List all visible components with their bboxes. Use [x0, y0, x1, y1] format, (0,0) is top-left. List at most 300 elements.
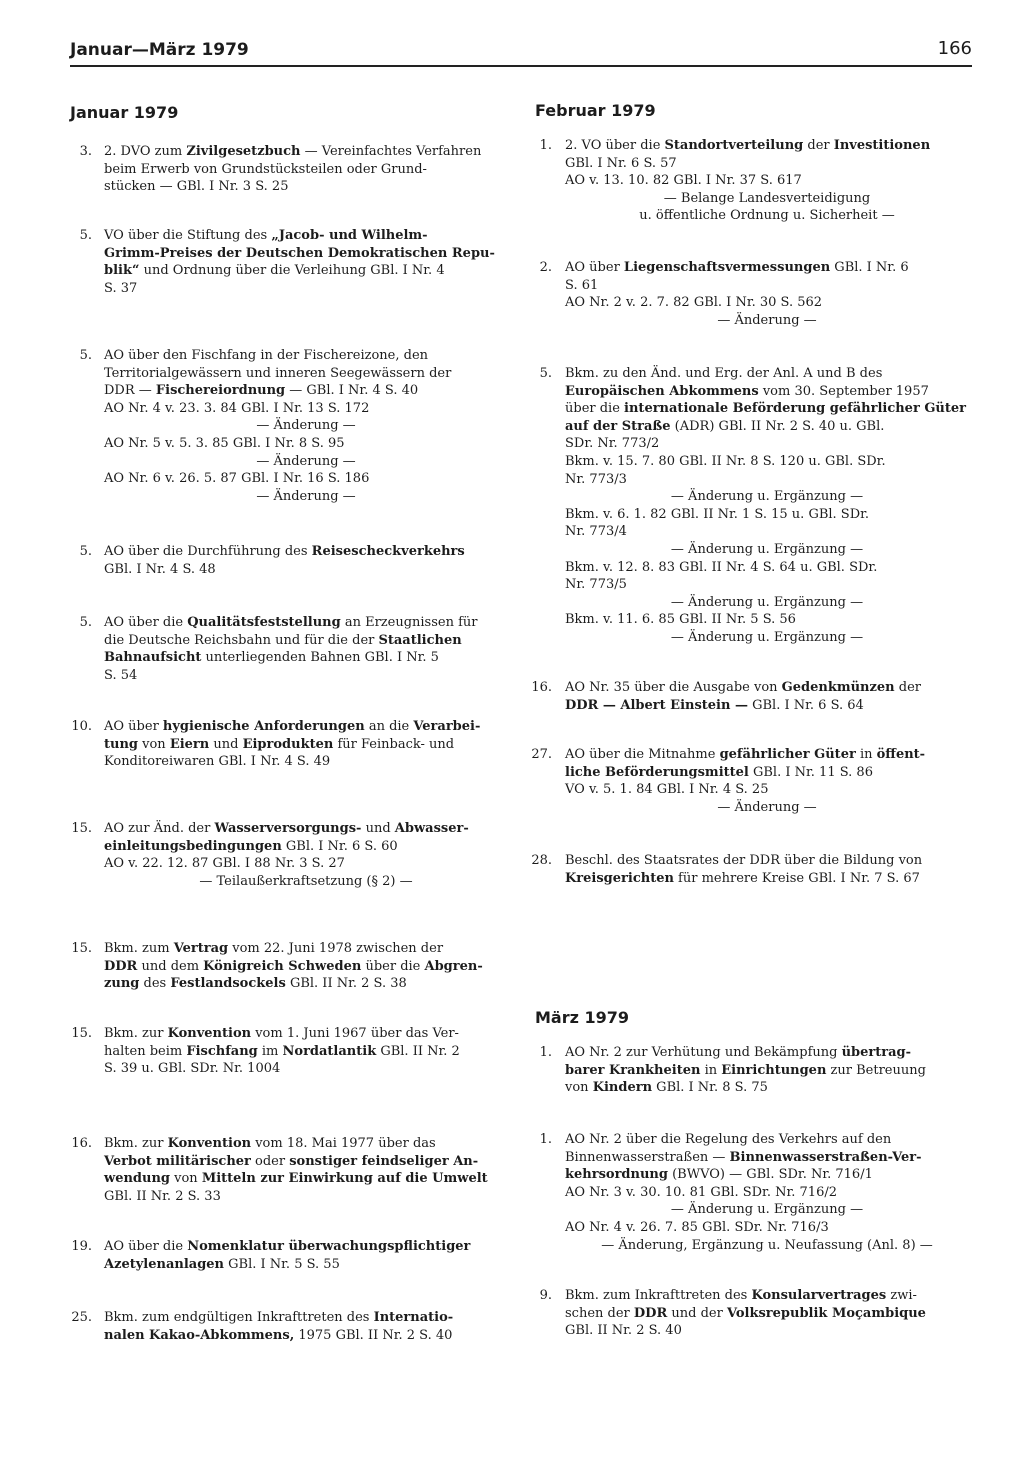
text-run: AO über die Durchführung des: [104, 544, 312, 559]
section-heading-januar: Januar 1979: [70, 103, 179, 122]
text-run: Bkm. zur: [104, 1026, 168, 1041]
entry-line: [565, 541, 969, 559]
entry-line: [565, 594, 969, 612]
header-rule: [70, 65, 972, 67]
bold-term: Fischereiordnung: [155, 383, 286, 399]
text-run: Binnenwasserstraßen —: [565, 1149, 730, 1165]
text-run: halten beim: [104, 1043, 187, 1059]
entry-line: [104, 1327, 508, 1345]
entry-line: [565, 1201, 969, 1219]
entry-text: [565, 259, 969, 329]
entry-line: [104, 667, 508, 685]
entry-line: [565, 435, 969, 453]
entry-line: [565, 1166, 969, 1184]
text-run: Territorialgewässern und inneren Seegewässern der: [104, 365, 452, 381]
entry-line: [104, 718, 508, 736]
entry-line: [104, 1060, 508, 1078]
bold-term: kehrsordnung: [565, 1167, 668, 1183]
text-run: 1975 GBl. II Nr. 2 S. 40: [294, 1327, 453, 1343]
entry-day: 27.: [531, 747, 552, 762]
bold-term: Internatio-: [373, 1310, 454, 1325]
text-run: Bkm. v. 12. 8. 83 GBl. II Nr. 4 S. 64 u. GBl. SDr.: [565, 559, 878, 575]
bold-term: Liegenschaftsvermessungen: [623, 260, 831, 275]
entry-line: [565, 190, 969, 208]
bold-term: Europäischen Abkommens: [565, 383, 759, 399]
bold-term: Grimm-Preises der Deutschen Demokratischen Repu-: [104, 245, 495, 261]
text-run: GBl. I Nr. 6: [830, 260, 909, 275]
text-run: AO v. 13. 10. 82 GBl. I Nr. 37 S. 617: [565, 173, 802, 189]
entry-text: [104, 1309, 508, 1344]
text-run: zwi-: [886, 1288, 917, 1303]
entry-text: [104, 347, 508, 505]
bold-term: DDR: [104, 958, 138, 974]
text-run: Beschl. des Staatsrates der DDR über die Bildung von: [565, 853, 923, 868]
bold-term: Königreich Schweden: [203, 958, 362, 974]
entry-text: [104, 718, 508, 771]
text-run: von: [170, 1171, 202, 1187]
text-run: Nr. 773/4: [565, 524, 627, 540]
text-run: vom 22. Juni 1978 zwischen der: [228, 941, 444, 956]
entry-day: 5.: [79, 228, 92, 243]
entry-line: [104, 873, 508, 891]
bold-term: internationale Beförderung gefährlicher Güter: [624, 401, 967, 417]
text-run: — Vereinfachtes Verfahren: [300, 144, 482, 159]
text-run: GBl. II Nr. 2: [376, 1043, 460, 1059]
text-run: GBl. I Nr. 5 S. 55: [224, 1256, 340, 1272]
text-run: — Belange Landesverteidigung: [663, 190, 871, 206]
text-run: über die: [565, 401, 625, 417]
text-run: zur Betreuung: [826, 1062, 926, 1078]
entry-day: 2.: [539, 260, 552, 275]
text-run: — Änderung —: [256, 418, 356, 434]
bold-term: Festlandsockels: [170, 976, 286, 992]
bold-term: Wasserversorgungs-: [214, 821, 362, 836]
entry-line: [104, 561, 508, 579]
bold-term: barer Krankheiten: [565, 1062, 701, 1078]
text-run: S. 54: [104, 667, 138, 683]
text-run: oder: [250, 1153, 290, 1169]
entry-line: [565, 611, 969, 629]
bold-term: Eiprodukten: [242, 736, 334, 752]
text-run: Bkm. v. 6. 1. 82 GBl. II Nr. 1 S. 15 u. GBl. SDr.: [565, 506, 870, 522]
text-run: der: [803, 138, 834, 153]
text-run: GBl. I Nr. 6 S. 57: [565, 155, 677, 171]
entry-line: [565, 559, 969, 577]
bold-term: Verbot militärischer: [104, 1153, 251, 1169]
entry-text: [565, 1044, 969, 1097]
entry-line: [104, 753, 508, 771]
entry-text: [565, 137, 969, 225]
text-run: AO Nr. 2 zur Verhütung und Bekämpfung: [565, 1045, 842, 1060]
entry-line: [104, 632, 508, 650]
text-run: schen der: [565, 1305, 634, 1321]
text-run: stücken — GBl. I Nr. 3 S. 25: [104, 179, 289, 195]
entry-text: [104, 940, 508, 993]
bold-term: zung: [104, 976, 140, 992]
entry-line: [565, 383, 969, 401]
text-run: AO über die Mitnahme: [565, 747, 720, 762]
text-run: und Ordnung über die Verleihung GBl. I Nr. 4: [139, 263, 445, 279]
bold-term: Volksrepublik Moçambique: [726, 1305, 926, 1321]
bold-term: blik“: [104, 263, 140, 279]
entry-text: [104, 543, 508, 578]
text-run: GBl. I Nr. 6 S. 60: [281, 838, 398, 854]
text-run: AO Nr. 3 v. 30. 10. 81 GBl. SDr. Nr. 716/2: [565, 1184, 837, 1200]
entry-line: [565, 764, 969, 782]
text-run: in: [855, 747, 877, 762]
text-run: — Änderung u. Ergänzung —: [670, 629, 864, 645]
bold-term: nalen Kakao-Abkommens,: [104, 1327, 295, 1343]
entry-text: [565, 1131, 969, 1254]
entry-line: [565, 746, 969, 764]
entry-text: [565, 679, 969, 714]
entry-text: [104, 143, 508, 196]
bold-term: Nordatlantik: [282, 1043, 377, 1059]
text-run: Nr. 773/5: [565, 577, 627, 593]
entry-line: [565, 781, 969, 799]
entry-line: [565, 172, 969, 190]
entry-text: [565, 746, 969, 816]
text-run: GBl. II Nr. 2 S. 33: [104, 1188, 221, 1204]
text-run: GBl. I Nr. 8 S. 75: [652, 1080, 768, 1096]
bold-term: Gedenkmünzen: [781, 680, 895, 695]
text-run: VO über die Stiftung des: [104, 228, 272, 243]
bold-term: Zivilgesetzbuch: [186, 144, 301, 159]
entry-line: [104, 161, 508, 179]
text-run: Bkm. zum endgültigen Inkrafttreten des: [104, 1310, 374, 1325]
entry-text: [104, 1135, 508, 1205]
entry-text: [104, 1025, 508, 1078]
text-run: — Änderung, Ergänzung u. Neufassung (Anl. 8) —: [601, 1237, 933, 1253]
bold-term: Konvention: [167, 1026, 252, 1041]
section-heading-februar: Februar 1979: [535, 101, 656, 120]
entry-day: 15.: [71, 941, 92, 956]
entry-line: [104, 262, 508, 280]
bold-term: Bahnaufsicht: [104, 650, 202, 666]
text-run: Konditoreiwaren GBl. I Nr. 4 S. 49: [104, 754, 331, 770]
entry-line: [565, 1305, 969, 1323]
bold-term: Qualitätsfeststellung: [187, 615, 341, 630]
entry-text: [104, 227, 508, 297]
bold-term: Konvention: [167, 1136, 252, 1151]
entry-line: [104, 838, 508, 856]
entry-day: 25.: [71, 1310, 92, 1325]
bold-term: Eiern: [169, 736, 210, 752]
text-run: GBl. I Nr. 4 S. 48: [104, 561, 216, 577]
text-run: — Änderung —: [256, 453, 356, 469]
text-run: GBl. II Nr. 2 S. 40: [565, 1323, 682, 1339]
bold-term: Mitteln zur Einwirkung auf die Umwelt: [201, 1171, 488, 1187]
entry-line: [104, 736, 508, 754]
entry-day: 9.: [539, 1288, 552, 1303]
text-run: Bkm. zum: [104, 941, 174, 956]
entry-line: [565, 1237, 969, 1255]
entry-line: [565, 852, 969, 870]
text-run: (ADR) GBl. II Nr. 2 S. 40 u. GBl.: [670, 418, 885, 434]
bold-term: gefährlicher Güter: [719, 747, 856, 762]
text-run: AO v. 22. 12. 87 GBl. I 88 Nr. 3 S. 27: [104, 856, 345, 872]
bold-term: tung: [104, 736, 138, 752]
entry-line: [565, 418, 969, 436]
text-run: AO über die: [104, 615, 188, 630]
text-run: AO über: [565, 260, 624, 275]
bold-term: Einrichtungen: [721, 1062, 827, 1078]
entry-line: [565, 697, 969, 715]
entry-line: [104, 975, 508, 993]
text-run: Nr. 773/3: [565, 471, 627, 487]
entry-line: [104, 1188, 508, 1206]
text-run: des: [139, 976, 171, 992]
entry-day: 5.: [79, 348, 92, 363]
entry-line: [104, 280, 508, 298]
text-run: für mehrere Kreise GBl. I Nr. 7 S. 67: [673, 870, 920, 886]
bold-term: Nomenklatur überwachungspflichtiger: [187, 1239, 471, 1254]
entry-line: [565, 137, 969, 155]
text-run: Bkm. zur: [104, 1136, 168, 1151]
entry-line: [565, 1062, 969, 1080]
text-run: GBl. II Nr. 2 S. 38: [285, 976, 407, 992]
entry-line: [104, 365, 508, 383]
entry-line: [104, 1043, 508, 1061]
bold-term: einleitungsbedingungen: [104, 838, 282, 854]
text-run: von: [138, 736, 170, 752]
text-run: — Änderung u. Ergänzung —: [670, 1202, 864, 1218]
text-run: die Deutsche Reichsbahn und für die der: [104, 632, 379, 648]
section-heading-maerz: März 1979: [535, 1008, 630, 1027]
entry-day: 10.: [71, 719, 92, 734]
entry-line: [104, 1238, 508, 1256]
text-run: — Änderung u. Ergänzung —: [670, 541, 864, 557]
text-run: S. 61: [565, 277, 599, 293]
entry-line: [565, 679, 969, 697]
entry-line: [565, 155, 969, 173]
text-run: AO über die: [104, 1239, 188, 1254]
text-run: — Änderung u. Ergänzung —: [670, 594, 864, 610]
text-run: AO Nr. 4 v. 26. 7. 85 GBl. SDr. Nr. 716/3: [565, 1219, 829, 1235]
entry-day: 5.: [79, 544, 92, 559]
text-run: AO Nr. 2 über die Regelung des Verkehrs auf den: [565, 1132, 892, 1147]
bold-term: Vertrag: [173, 941, 229, 956]
text-run: Bkm. zu den Änd. und Erg. der Anl. A und B des: [565, 366, 883, 381]
entry-line: [565, 506, 969, 524]
text-run: Bkm. zum Inkrafttreten des: [565, 1288, 752, 1303]
bold-term: Abwasser-: [394, 821, 469, 836]
entry-line: [565, 1287, 969, 1305]
entry-line: [565, 1079, 969, 1097]
entry-line: [104, 1135, 508, 1153]
entry-line: [565, 294, 969, 312]
text-run: über die: [361, 958, 425, 974]
text-run: beim Erwerb von Grundstücksteilen oder Grund-: [104, 161, 427, 177]
entry-line: [565, 471, 969, 489]
text-run: S. 37: [104, 280, 138, 296]
entry-line: [565, 400, 969, 418]
entry-day: 15.: [71, 821, 92, 836]
entry-line: [104, 178, 508, 196]
text-run: S. 39 u. GBl. SDr. Nr. 1004: [104, 1061, 281, 1077]
entry-day: 5.: [79, 615, 92, 630]
entry-line: [565, 365, 969, 383]
text-run: DDR —: [104, 383, 156, 399]
text-run: AO Nr. 4 v. 23. 3. 84 GBl. I Nr. 13 S. 172: [104, 400, 370, 416]
entry-line: [565, 1322, 969, 1340]
text-run: vom 30. September 1957: [758, 383, 929, 399]
entry-day: 15.: [71, 1026, 92, 1041]
running-header-title: Januar—März 1979: [70, 40, 249, 60]
entry-line: [565, 259, 969, 277]
entry-day: 19.: [71, 1239, 92, 1254]
entry-text: [565, 1287, 969, 1340]
text-run: AO Nr. 35 über die Ausgabe von: [565, 680, 782, 695]
text-run: — Änderung —: [717, 799, 817, 815]
text-run: der: [894, 680, 921, 695]
entry-line: [104, 614, 508, 632]
entry-text: [104, 820, 508, 890]
entry-line: [104, 820, 508, 838]
entry-day: 5.: [539, 366, 552, 381]
entry-line: [565, 576, 969, 594]
entry-line: [104, 382, 508, 400]
entry-line: [104, 417, 508, 435]
text-run: — Änderung —: [717, 312, 817, 328]
entry-line: [565, 799, 969, 817]
text-run: vom 1. Juni 1967 über das Ver-: [251, 1026, 459, 1041]
bold-term: übertrag-: [841, 1045, 912, 1060]
entry-text: [104, 614, 508, 684]
entry-line: [565, 312, 969, 330]
bold-term: Investitionen: [833, 138, 931, 153]
entry-line: [104, 940, 508, 958]
entry-line: [104, 453, 508, 471]
bold-term: Verarbei-: [413, 719, 481, 734]
text-run: von: [565, 1080, 593, 1096]
entry-text: [104, 1238, 508, 1273]
entry-line: [565, 1131, 969, 1149]
bold-term: Kindern: [592, 1080, 653, 1096]
text-run: — GBl. I Nr. 4 S. 40: [285, 383, 419, 399]
entry-line: [104, 1153, 508, 1171]
entry-day: 28.: [531, 853, 552, 868]
bold-term: Azetylenanlagen: [104, 1256, 225, 1272]
text-run: 2. VO über die: [565, 138, 665, 153]
bold-term: Konsularvertrages: [751, 1288, 887, 1303]
entry-day: 1.: [539, 138, 552, 153]
entry-line: [104, 855, 508, 873]
entry-line: [104, 958, 508, 976]
text-run: AO Nr. 5 v. 5. 3. 85 GBl. I Nr. 8 S. 95: [104, 435, 345, 451]
text-run: — Teilaußerkraftsetzung (§ 2) —: [199, 873, 413, 889]
entry-line: [104, 435, 508, 453]
text-run: GBl. I Nr. 11 S. 86: [748, 764, 873, 780]
bold-term: Reisescheckverkehrs: [311, 544, 465, 559]
text-run: u. öffentliche Ordnung u. Sicherheit —: [639, 208, 895, 224]
bold-term: auf der Straße: [565, 418, 671, 434]
text-run: AO zur Änd. der: [104, 821, 215, 836]
bold-term: liche Beförderungsmittel: [565, 764, 749, 780]
page-number: 166: [937, 38, 972, 59]
text-run: Bkm. v. 15. 7. 80 GBl. II Nr. 8 S. 120 u. GBl. SDr.: [565, 453, 886, 469]
entry-line: [565, 1219, 969, 1237]
entry-line: [104, 488, 508, 506]
entry-line: [104, 347, 508, 365]
text-run: VO v. 5. 1. 84 GBl. I Nr. 4 S. 25: [565, 782, 769, 798]
entry-line: [565, 629, 969, 647]
bold-term: öffent-: [876, 747, 926, 762]
text-run: an die: [364, 719, 414, 734]
text-run: AO über: [104, 719, 163, 734]
text-run: und dem: [137, 958, 204, 974]
entry-line: [565, 870, 969, 888]
text-run: vom 18. Mai 1977 über das: [251, 1136, 436, 1151]
bold-term: Standortverteilung: [664, 138, 804, 153]
bold-term: Fischfang: [186, 1043, 258, 1059]
bold-term: Binnenwasserstraßen-Ver-: [729, 1149, 922, 1165]
text-run: und: [361, 821, 395, 836]
text-run: — Änderung —: [256, 488, 356, 504]
text-run: SDr. Nr. 773/2: [565, 436, 660, 452]
bold-term: wendung: [104, 1171, 170, 1187]
text-run: AO über den Fischfang in der Fischereizone, den: [104, 348, 429, 363]
text-run: an Erzeugnissen für: [340, 615, 478, 630]
text-run: in: [700, 1062, 722, 1078]
text-run: im: [257, 1043, 283, 1059]
entry-day: 3.: [79, 144, 92, 159]
entry-line: [104, 245, 508, 263]
entry-line: [565, 207, 969, 225]
entry-day: 1.: [539, 1132, 552, 1147]
bold-term: Abgren-: [424, 958, 483, 974]
entry-line: [565, 1184, 969, 1202]
entry-line: [104, 649, 508, 667]
bold-term: DDR — Albert Einstein —: [565, 697, 748, 713]
bold-term: „Jacob- und Wilhelm-: [271, 228, 428, 243]
text-run: und: [209, 736, 243, 752]
entry-line: [104, 470, 508, 488]
text-run: AO Nr. 6 v. 26. 5. 87 GBl. I Nr. 16 S. 186: [104, 471, 370, 487]
text-run: GBl. I Nr. 6 S. 64: [747, 697, 864, 713]
entry-line: [104, 1170, 508, 1188]
text-run: unterliegenden Bahnen GBl. I Nr. 5: [201, 650, 439, 666]
entry-line: [104, 1309, 508, 1327]
entry-line: [565, 277, 969, 295]
entry-text: [565, 365, 969, 647]
entry-line: [565, 1044, 969, 1062]
entry-day: 16.: [531, 680, 552, 695]
entry-line: [104, 143, 508, 161]
entry-line: [565, 453, 969, 471]
entry-line: [104, 400, 508, 418]
entry-line: [565, 1149, 969, 1167]
entry-text: [565, 852, 969, 887]
entry-line: [104, 1025, 508, 1043]
bold-term: hygienische Anforderungen: [162, 719, 365, 734]
entry-line: [104, 1256, 508, 1274]
text-run: (BWVO) — GBl. SDr. Nr. 716/1: [667, 1167, 873, 1183]
text-run: AO Nr. 2 v. 2. 7. 82 GBl. I Nr. 30 S. 562: [565, 295, 823, 311]
text-run: 2. DVO zum: [104, 144, 187, 159]
text-run: — Änderung u. Ergänzung —: [670, 489, 864, 505]
text-run: Bkm. v. 11. 6. 85 GBl. II Nr. 5 S. 56: [565, 612, 796, 628]
entry-line: [565, 523, 969, 541]
entry-line: [565, 488, 969, 506]
entry-line: [104, 543, 508, 561]
bold-term: Staatlichen: [378, 632, 462, 648]
entry-day: 16.: [71, 1136, 92, 1151]
text-run: für Feinback- und: [333, 736, 455, 752]
bold-term: Kreisgerichten: [565, 870, 674, 886]
bold-term: sonstiger feindseliger An-: [289, 1153, 479, 1169]
text-run: und der: [667, 1305, 727, 1321]
